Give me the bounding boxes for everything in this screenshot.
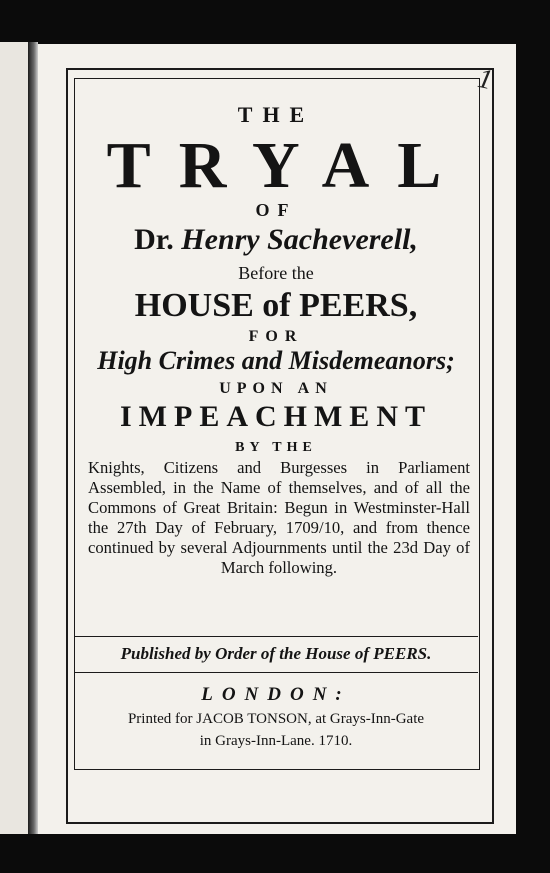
rule-upper (74, 636, 478, 637)
facing-page-edge (0, 42, 28, 834)
defendant-name-text: Henry Sacheverell, (181, 223, 418, 256)
description-paragraph: Knights, Citizens and Burgesses in Parliament Assembled, in the Name of themselves, and of all the Commons of Great Britain: Begun in Westminster-Hall the 27th Day of February, 1709/10, and from thence continued by several Adjournments until the 23d Day of March following. (88, 458, 470, 577)
published-by: Published by Order of the House of PEERS. (120, 644, 432, 663)
imprint-line-2: in Grays-Inn-Lane. 1710. (199, 733, 353, 749)
charges: High Crimes and Misdemeanors; (97, 346, 455, 375)
title-block (74, 94, 478, 578)
house-of-peers: HOUSE of PEERS, (134, 287, 418, 324)
before-the: Before the (238, 263, 314, 283)
title-tryal: TRYAL (106, 129, 470, 202)
title-page (38, 44, 516, 834)
handwritten-shelf-mark: 1 (475, 62, 496, 97)
by-the: BY THE (235, 440, 317, 455)
defendant-name (74, 223, 478, 257)
imprint (74, 708, 478, 752)
upon-an: UPON AN (219, 380, 333, 397)
imprint-line-1: Printed for JACOB TONSON, at Grays-Inn-Gate (127, 711, 425, 727)
rule-lower (74, 672, 478, 673)
for-label: FOR (248, 328, 304, 345)
book-gutter (28, 42, 38, 834)
title-dr: Dr. (134, 223, 174, 256)
title-the: THE (237, 102, 315, 127)
impeachment: IMPEACHMENT (120, 400, 432, 433)
imprint-city: LONDON: (201, 684, 351, 705)
title-of: OF (255, 200, 297, 220)
